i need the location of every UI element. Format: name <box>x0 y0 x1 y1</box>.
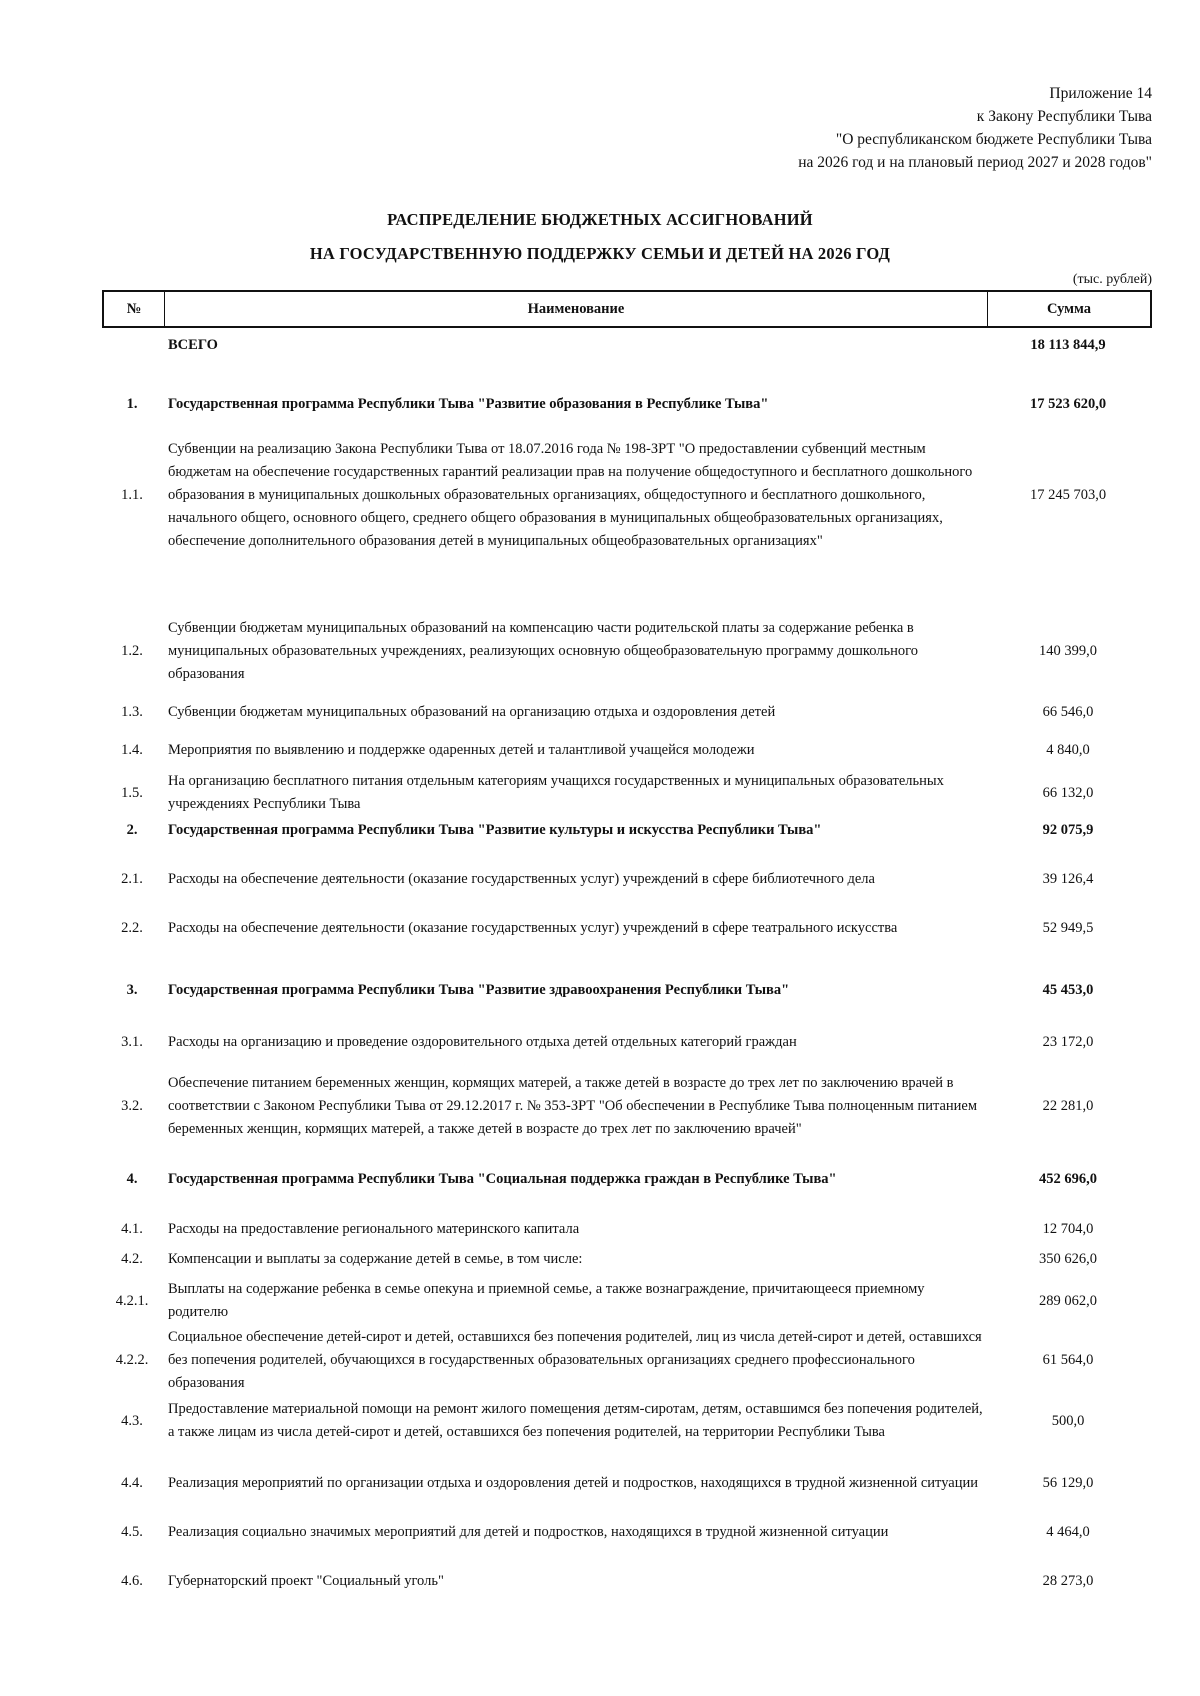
row-name: ВСЕГО <box>168 337 218 353</box>
table-row <box>102 1278 1152 1324</box>
header-num: № <box>104 292 165 326</box>
row-amount: 289 062,0 <box>1039 1292 1097 1309</box>
document-title-line-1: РАСПРЕДЕЛЕНИЕ БЮДЖЕТНЫХ АССИГНОВАНИЙ <box>387 210 813 229</box>
row-name: Субвенции бюджетам муниципальных образований на компенсацию части родительской платы за содержание ребенка в муниципальных образовательных учреждениях, реализующих основную общеобразовательную программу дошкольного образования <box>168 620 918 682</box>
row-num: 1.1. <box>121 487 143 503</box>
header-name: Наименование <box>165 292 988 326</box>
row-name: Расходы на обеспечение деятельности (оказание государственных услуг) учреждений в сфере библиотечного дела <box>168 871 875 887</box>
table-row <box>102 1248 1152 1271</box>
row-name: Государственная программа Республики Тыва "Развитие образования в Республике Тыва" <box>168 396 769 412</box>
row-amount: 17 245 703,0 <box>1029 487 1107 503</box>
table-row <box>102 868 1152 891</box>
appendix-line-4: на 2026 год и на плановый период 2027 и 2028 годов" <box>798 154 1152 171</box>
row-amount: 4 464,0 <box>1046 1524 1090 1540</box>
table-row <box>102 917 1152 940</box>
table-row <box>102 1072 1152 1141</box>
table-row <box>102 701 1152 724</box>
row-num: 3. <box>126 982 138 998</box>
table-row-total <box>102 334 1152 357</box>
row-amount: 500,0 <box>1051 1412 1085 1429</box>
header-amount: Сумма <box>1046 300 1092 317</box>
row-num: 3.2. <box>121 1098 143 1114</box>
row-amount: 350 626,0 <box>1039 1251 1097 1267</box>
row-num: 4.4. <box>121 1475 143 1491</box>
row-num: 2. <box>126 822 138 838</box>
row-name: Компенсации и выплаты за содержание детей в семье, в том числе: <box>168 1251 583 1267</box>
row-num: 1.4. <box>121 742 143 758</box>
row-name: Расходы на предоставление регионального материнского капитала <box>168 1221 580 1237</box>
table-row <box>102 393 1152 416</box>
appendix-line-1: Приложение 14 <box>1049 85 1152 102</box>
row-name: Реализация мероприятий по организации отдыха и оздоровления детей и подростков, находящихся в трудной жизненной ситуации <box>168 1475 978 1491</box>
row-num: 1.3. <box>121 704 143 720</box>
row-amount: 56 129,0 <box>1042 1475 1094 1491</box>
row-name: Государственная программа Республики Тыва "Развитие культуры и искусства Республики Тыва" <box>168 822 822 838</box>
document-title-line-2: НА ГОСУДАРСТВЕННУЮ ПОДДЕРЖКУ СЕМЬИ И ДЕТЕЙ НА 2026 ГОД <box>309 244 891 263</box>
row-num: 4.3. <box>121 1412 143 1429</box>
table-row <box>102 1570 1152 1593</box>
table-row <box>102 979 1152 1002</box>
row-amount: 23 172,0 <box>1042 1034 1094 1050</box>
table-row <box>102 1472 1152 1495</box>
appendix-note <box>632 82 1152 174</box>
row-name: Расходы на организацию и проведение оздоровительного отдыха детей отдельных категорий граждан <box>168 1034 797 1050</box>
row-name: Предоставление материальной помощи на ремонт жилого помещения детям-сиротам, детям, оставшимся без попечения родителей, а также лицам из числа детей-сирот и детей, оставшихся без попечения родителей, на территории Республики Тыва <box>168 1401 983 1440</box>
row-name: Реализация социально значимых мероприятий для детей и подростков, находящихся в трудной жизненной ситуации <box>168 1524 889 1540</box>
row-num: 1.5. <box>121 784 143 801</box>
table-row <box>102 1521 1152 1544</box>
row-amount: 92 075,9 <box>1042 822 1094 838</box>
row-amount: 4 840,0 <box>1046 742 1090 758</box>
row-amount: 45 453,0 <box>1042 982 1094 998</box>
row-amount: 22 281,0 <box>1042 1098 1094 1114</box>
table-row <box>102 1031 1152 1054</box>
row-name: Субвенции на реализацию Закона Республики Тыва от 18.07.2016 года № 198-ЗРТ "О предоставлении субвенций местным бюджетам на обеспечение государственных гарантий реализации прав на получение общедоступного и бесплатного дошкольного образования в муниципальных дошкольных образовательных организациях, общедоступного и бесплатного дошкольного, начального общего, основного общего, среднего общего образования в муниципальных общеобразовательных организациях, обеспечение дополнительного образования детей в муниципальных общеобразовательных организациях" <box>168 441 973 549</box>
row-amount: 66 546,0 <box>1042 704 1094 720</box>
table-row <box>102 819 1152 842</box>
table-row <box>102 1168 1152 1191</box>
row-name: На организацию бесплатного питания отдельным категориям учащихся государственных и муниципальных образовательных учреждениях Республики Тыва <box>168 773 944 812</box>
row-num: 2.1. <box>121 871 143 887</box>
row-num: 4.1. <box>121 1221 143 1237</box>
row-amount: 452 696,0 <box>1039 1171 1097 1187</box>
row-amount: 39 126,4 <box>1042 871 1094 887</box>
row-num: 4. <box>126 1171 138 1187</box>
row-amount: 140 399,0 <box>1039 643 1097 659</box>
table-row <box>102 617 1152 686</box>
row-amount: 52 949,5 <box>1042 920 1094 936</box>
row-name: Мероприятия по выявлению и поддержке одаренных детей и талантливой учащейся молодежи <box>168 742 755 758</box>
row-name: Государственная программа Республики Тыва "Развитие здравоохранения Республики Тыва" <box>168 982 790 998</box>
table-row <box>102 1218 1152 1241</box>
row-amount: 17 523 620,0 <box>1029 396 1107 412</box>
row-amount: 61 564,0 <box>1042 1352 1094 1368</box>
row-name: Субвенции бюджетам муниципальных образований на организацию отдыха и оздоровления детей <box>168 704 776 720</box>
row-amount: 12 704,0 <box>1042 1221 1094 1237</box>
row-name: Губернаторский проект "Социальный уголь" <box>168 1573 444 1589</box>
appendix-line-2: к Закону Республики Тыва <box>976 108 1152 125</box>
units-note: (тыс. рублей) <box>1072 272 1152 287</box>
table-row <box>102 1326 1152 1395</box>
row-num: 3.1. <box>121 1034 143 1050</box>
table-row <box>102 438 1152 553</box>
row-name: Обеспечение питанием беременных женщин, кормящих матерей, а также детей в возрасте до трех лет по заключению врачей в соответствии с Законом Республики Тыва от 29.12.2017 г. № 353-ЗРТ "Об обеспечении в Республике Тыва полноценным питанием беременных женщин, кормящих матерей, а также детей в возрасте до трех лет по заключению врачей" <box>168 1075 978 1137</box>
row-num: 4.5. <box>121 1524 143 1540</box>
appendix-line-3: "О республиканском бюджете Республики Тыва <box>835 131 1152 148</box>
row-name: Государственная программа Республики Тыва "Социальная поддержка граждан в Республике Тыва" <box>168 1171 837 1187</box>
row-num: 4.2. <box>121 1251 143 1267</box>
row-name: Выплаты на содержание ребенка в семье опекуна и приемной семье, а также вознаграждение, причитающееся приемному родителю <box>168 1281 925 1320</box>
table-row <box>102 770 1152 816</box>
table-row <box>102 1398 1152 1444</box>
row-num: 1.2. <box>121 643 143 659</box>
row-num: 4.6. <box>121 1573 143 1589</box>
row-name: Социальное обеспечение детей-сирот и детей, оставшихся без попечения родителей, лиц из числа детей-сирот и детей, оставшихся без попечения родителей, обучающихся в государственных образовательных организациях среднего профессионального образования <box>168 1329 982 1391</box>
table-header <box>102 290 1152 328</box>
row-amount: 28 273,0 <box>1042 1573 1094 1589</box>
table-row <box>102 739 1152 762</box>
row-num: 2.2. <box>121 920 143 936</box>
row-name: Расходы на обеспечение деятельности (оказание государственных услуг) учреждений в сфере театрального искусства <box>168 920 898 936</box>
row-amount: 66 132,0 <box>1042 784 1094 801</box>
row-num: 4.2.1. <box>115 1292 149 1309</box>
row-num: 4.2.2. <box>115 1352 149 1368</box>
row-num: 1. <box>126 396 138 412</box>
row-amount: 18 113 844,9 <box>1030 337 1106 353</box>
